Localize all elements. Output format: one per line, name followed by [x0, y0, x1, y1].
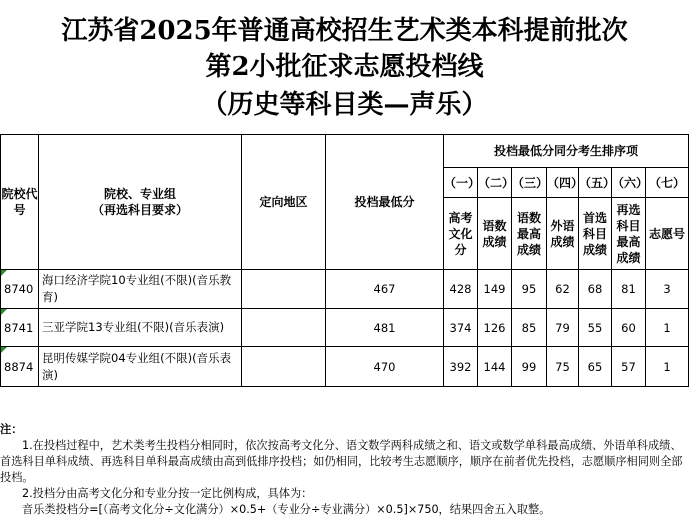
rank-value: 68	[579, 270, 612, 309]
rank-value: 85	[512, 309, 547, 347]
rank-value: 144	[478, 347, 512, 387]
rank-value: 57	[612, 347, 646, 387]
region-cell	[242, 270, 326, 309]
page-title-line-3: （历史等科目类—声乐）	[201, 90, 488, 120]
header-sub-3: 语数最高成绩	[512, 198, 547, 270]
header-order-1: （一）	[444, 168, 478, 198]
school-code: 8874	[1, 347, 39, 387]
rank-value: 95	[512, 270, 547, 309]
min-score: 467	[326, 270, 444, 309]
note-item-2: 2.投档分由高考文化分和专业分按一定比例构成，具体为：	[22, 487, 313, 500]
page-title-line-1: 江苏省2025年普通高校招生艺术类本科提前批次	[61, 16, 628, 46]
table-row	[1, 309, 689, 347]
rank-value: 1	[646, 347, 689, 387]
note-item-1: 1.在投档过程中，艺术类考生投档分相同时，依次按高考文化分、语文数学两科成绩之和、语文或数学单科最高成绩、外语单科成绩、首选科目单科成绩、再选科目单科最高成绩由高到低排序投档；如仍相同，比较考生志愿顺序，顺序在前者优先投档，志愿顺序相同则全部投档。	[0, 439, 683, 484]
table-row	[1, 347, 689, 387]
rank-value: 374	[444, 309, 478, 347]
rank-value: 126	[478, 309, 512, 347]
header-order-3: （三）	[512, 168, 547, 198]
header-order-6: （六）	[612, 168, 646, 198]
rank-value: 79	[547, 309, 579, 347]
rank-value: 60	[612, 309, 646, 347]
header-sub-2: 语数成绩	[478, 198, 512, 270]
rank-value: 392	[444, 347, 478, 387]
header-min-score: 投档最低分	[326, 135, 444, 270]
rank-value: 428	[444, 270, 478, 309]
header-order-2: （二）	[478, 168, 512, 198]
rank-value: 99	[512, 347, 547, 387]
rank-value: 75	[547, 347, 579, 387]
rank-value: 1	[646, 309, 689, 347]
header-sub-7: 志愿号	[646, 198, 689, 270]
header-code: 院校代号	[1, 135, 39, 270]
notes-label: 注：	[0, 423, 23, 436]
school-code: 8740	[1, 270, 39, 309]
page-title-line-2: 第2小批征求志愿投档线	[205, 52, 484, 82]
rank-value: 55	[579, 309, 612, 347]
school-group-name: 昆明传媒学院04专业组(不限)(音乐表演)	[39, 347, 242, 387]
header-region: 定向地区	[242, 135, 326, 270]
header-sub-5: 首选科目成绩	[579, 198, 612, 270]
header-order-5: （五）	[579, 168, 612, 198]
table-row	[1, 270, 689, 309]
notes-section	[0, 410, 689, 530]
rank-value: 149	[478, 270, 512, 309]
admission-score-table	[0, 134, 689, 387]
school-code: 8741	[1, 309, 39, 347]
min-score: 481	[326, 309, 444, 347]
header-sub-4: 外语成绩	[547, 198, 579, 270]
rank-value: 62	[547, 270, 579, 309]
header-sub-6: 再选科目最高成绩	[612, 198, 646, 270]
note-item-3: 音乐类投档分=[（高考文化分÷文化满分）×0.5+（专业分÷专业满分）×0.5]×750，结果四舍五入取整。	[22, 503, 551, 516]
header-ranking-group: 投档最低分同分考生排序项	[444, 135, 689, 168]
header-sub-1: 高考文化分	[444, 198, 478, 270]
rank-value: 3	[646, 270, 689, 309]
school-group-name: 海口经济学院10专业组(不限)(音乐教育)	[39, 270, 242, 309]
region-cell	[242, 309, 326, 347]
header-order-4: （四）	[547, 168, 579, 198]
school-group-name: 三亚学院13专业组(不限)(音乐表演)	[39, 309, 242, 347]
rank-value: 81	[612, 270, 646, 309]
header-order-7: （七）	[646, 168, 689, 198]
min-score: 470	[326, 347, 444, 387]
header-school: 院校、专业组 （再选科目要求）	[39, 135, 242, 270]
rank-value: 65	[579, 347, 612, 387]
region-cell	[242, 347, 326, 387]
